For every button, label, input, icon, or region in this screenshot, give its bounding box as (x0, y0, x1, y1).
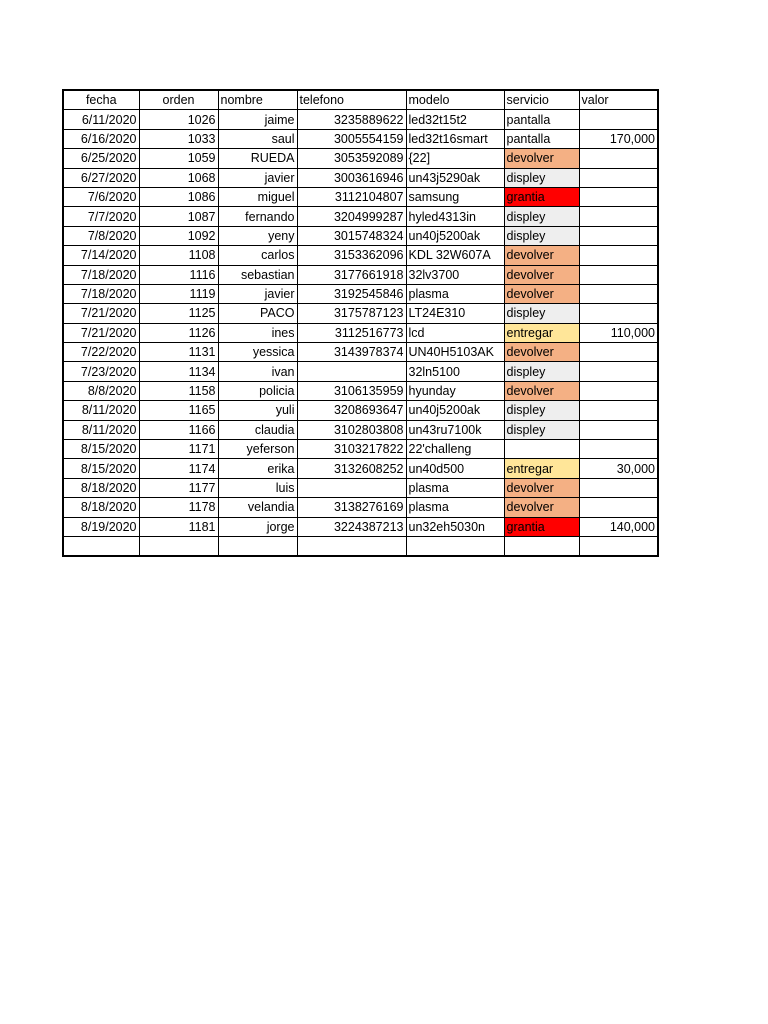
cell-fecha[interactable]: 8/15/2020 (63, 459, 139, 478)
table-row (63, 129, 658, 148)
cell-valor[interactable] (579, 187, 658, 206)
header-nombre[interactable]: nombre (218, 90, 297, 110)
cell-valor[interactable] (579, 265, 658, 284)
cell-fecha[interactable]: 8/19/2020 (63, 517, 139, 536)
header-row (63, 90, 658, 110)
cell-nombre[interactable]: RUEDA (218, 149, 297, 168)
cell-telefono[interactable]: 3138276169 (297, 498, 406, 517)
cell-modelo[interactable]: {22] (406, 149, 504, 168)
cell-modelo[interactable]: led32t15t2 (406, 110, 504, 129)
cell-modelo[interactable]: plasma (406, 284, 504, 303)
cell-orden[interactable]: 1177 (139, 478, 218, 497)
cell-orden[interactable]: 1131 (139, 343, 218, 362)
cell-nombre[interactable]: PACO (218, 304, 297, 323)
cell-orden[interactable]: 1171 (139, 440, 218, 459)
cell-servicio[interactable]: devolver (504, 246, 579, 265)
cell-nombre[interactable]: yeferson (218, 440, 297, 459)
table-row (63, 168, 658, 187)
empty-cell[interactable] (406, 536, 504, 556)
cell-orden[interactable]: 1026 (139, 110, 218, 129)
cell-telefono[interactable]: 3102803808 (297, 420, 406, 439)
cell-nombre[interactable]: sebastian (218, 265, 297, 284)
table-row (63, 517, 658, 536)
cell-orden[interactable]: 1166 (139, 420, 218, 439)
cell-modelo[interactable]: un40j5200ak (406, 401, 504, 420)
cell-fecha[interactable]: 7/21/2020 (63, 304, 139, 323)
cell-modelo[interactable]: led32t16smart (406, 129, 504, 148)
empty-cell[interactable] (504, 536, 579, 556)
header-telefono[interactable]: telefono (297, 90, 406, 110)
table-row (63, 304, 658, 323)
cell-telefono[interactable]: 3106135959 (297, 381, 406, 400)
cell-valor[interactable]: 110,000 (579, 323, 658, 342)
cell-nombre[interactable]: miguel (218, 187, 297, 206)
cell-orden[interactable]: 1116 (139, 265, 218, 284)
cell-telefono[interactable]: 3175787123 (297, 304, 406, 323)
cell-valor[interactable] (579, 226, 658, 245)
cell-servicio[interactable]: displey (504, 207, 579, 226)
empty-cell[interactable] (139, 536, 218, 556)
cell-valor[interactable] (579, 401, 658, 420)
cell-telefono[interactable]: 3003616946 (297, 168, 406, 187)
table-row (63, 284, 658, 303)
table-row (63, 187, 658, 206)
cell-fecha[interactable]: 7/23/2020 (63, 362, 139, 381)
cell-servicio[interactable]: grantia (504, 187, 579, 206)
cell-servicio[interactable]: devolver (504, 381, 579, 400)
cell-fecha[interactable]: 6/25/2020 (63, 149, 139, 168)
cell-servicio[interactable]: pantalla (504, 129, 579, 148)
empty-cell[interactable] (297, 536, 406, 556)
cell-servicio[interactable]: displey (504, 304, 579, 323)
cell-modelo[interactable]: samsung (406, 187, 504, 206)
cell-fecha[interactable]: 7/7/2020 (63, 207, 139, 226)
cell-fecha[interactable]: 6/16/2020 (63, 129, 139, 148)
cell-orden[interactable]: 1134 (139, 362, 218, 381)
cell-nombre[interactable]: yessica (218, 343, 297, 362)
table-row (63, 498, 658, 517)
cell-servicio[interactable]: displey (504, 401, 579, 420)
cell-servicio[interactable]: grantia (504, 517, 579, 536)
cell-orden[interactable]: 1158 (139, 381, 218, 400)
cell-valor[interactable] (579, 168, 658, 187)
cell-telefono[interactable]: 3112516773 (297, 323, 406, 342)
table-row (63, 362, 658, 381)
cell-modelo[interactable]: hyunday (406, 381, 504, 400)
cell-orden[interactable]: 1087 (139, 207, 218, 226)
cell-orden[interactable]: 1174 (139, 459, 218, 478)
cell-valor[interactable] (579, 284, 658, 303)
cell-modelo[interactable]: LT24E310 (406, 304, 504, 323)
cell-nombre[interactable]: velandia (218, 498, 297, 517)
cell-telefono[interactable]: 3112104807 (297, 187, 406, 206)
empty-row (63, 536, 658, 556)
cell-valor[interactable]: 140,000 (579, 517, 658, 536)
cell-telefono[interactable]: 3053592089 (297, 149, 406, 168)
cell-servicio[interactable]: displey (504, 168, 579, 187)
cell-fecha[interactable]: 8/8/2020 (63, 381, 139, 400)
cell-nombre[interactable]: policia (218, 381, 297, 400)
cell-nombre[interactable]: ines (218, 323, 297, 342)
header-modelo[interactable]: modelo (406, 90, 504, 110)
cell-modelo[interactable]: KDL 32W607A (406, 246, 504, 265)
cell-telefono[interactable]: 3235889622 (297, 110, 406, 129)
cell-orden[interactable]: 1119 (139, 284, 218, 303)
table-row (63, 226, 658, 245)
cell-valor[interactable] (579, 343, 658, 362)
cell-orden[interactable]: 1125 (139, 304, 218, 323)
cell-servicio[interactable]: entregar (504, 323, 579, 342)
cell-fecha[interactable]: 8/11/2020 (63, 401, 139, 420)
cell-nombre[interactable]: javier (218, 168, 297, 187)
cell-valor[interactable] (579, 420, 658, 439)
cell-fecha[interactable]: 7/6/2020 (63, 187, 139, 206)
table-row (63, 420, 658, 439)
table-row (63, 343, 658, 362)
empty-cell[interactable] (218, 536, 297, 556)
empty-cell[interactable] (579, 536, 658, 556)
cell-servicio[interactable]: pantalla (504, 110, 579, 129)
table-row (63, 207, 658, 226)
cell-modelo[interactable]: un40d500 (406, 459, 504, 478)
cell-fecha[interactable]: 8/18/2020 (63, 478, 139, 497)
cell-modelo[interactable]: un43j5290ak (406, 168, 504, 187)
cell-servicio[interactable]: devolver (504, 265, 579, 284)
cell-telefono[interactable]: 3005554159 (297, 129, 406, 148)
cell-servicio[interactable] (504, 440, 579, 459)
cell-valor[interactable]: 170,000 (579, 129, 658, 148)
cell-nombre[interactable]: yeny (218, 226, 297, 245)
cell-valor[interactable] (579, 304, 658, 323)
cell-nombre[interactable]: luis (218, 478, 297, 497)
table-row (63, 459, 658, 478)
cell-telefono[interactable]: 3132608252 (297, 459, 406, 478)
cell-orden[interactable]: 1181 (139, 517, 218, 536)
cell-fecha[interactable]: 7/14/2020 (63, 246, 139, 265)
cell-telefono[interactable]: 3192545846 (297, 284, 406, 303)
cell-telefono[interactable]: 3204999287 (297, 207, 406, 226)
cell-nombre[interactable]: claudia (218, 420, 297, 439)
cell-orden[interactable]: 1092 (139, 226, 218, 245)
table-body (63, 90, 658, 556)
cell-modelo[interactable]: hyled4313in (406, 207, 504, 226)
table-row (63, 246, 658, 265)
cell-fecha[interactable]: 8/15/2020 (63, 440, 139, 459)
cell-servicio[interactable]: entregar (504, 459, 579, 478)
cell-modelo[interactable]: plasma (406, 478, 504, 497)
cell-nombre[interactable]: javier (218, 284, 297, 303)
cell-telefono[interactable]: 3208693647 (297, 401, 406, 420)
cell-fecha[interactable]: 6/11/2020 (63, 110, 139, 129)
cell-valor[interactable] (579, 362, 658, 381)
cell-nombre[interactable]: yuli (218, 401, 297, 420)
cell-fecha[interactable]: 7/18/2020 (63, 284, 139, 303)
cell-modelo[interactable]: 32lv3700 (406, 265, 504, 284)
empty-cell[interactable] (63, 536, 139, 556)
cell-telefono[interactable] (297, 478, 406, 497)
cell-modelo[interactable]: lcd (406, 323, 504, 342)
table-row (63, 381, 658, 400)
cell-orden[interactable]: 1033 (139, 129, 218, 148)
cell-orden[interactable]: 1178 (139, 498, 218, 517)
cell-nombre[interactable]: jorge (218, 517, 297, 536)
header-fecha[interactable]: fecha (63, 90, 139, 110)
cell-valor[interactable] (579, 440, 658, 459)
cell-telefono[interactable]: 3015748324 (297, 226, 406, 245)
cell-valor[interactable] (579, 381, 658, 400)
cell-modelo[interactable]: 22'challeng (406, 440, 504, 459)
cell-orden[interactable]: 1165 (139, 401, 218, 420)
cell-orden[interactable]: 1108 (139, 246, 218, 265)
cell-telefono[interactable]: 3224387213 (297, 517, 406, 536)
cell-fecha[interactable]: 6/27/2020 (63, 168, 139, 187)
cell-valor[interactable] (579, 498, 658, 517)
cell-orden[interactable]: 1086 (139, 187, 218, 206)
cell-telefono[interactable]: 3143978374 (297, 343, 406, 362)
cell-nombre[interactable]: jaime (218, 110, 297, 129)
table-row (63, 110, 658, 129)
table-row (63, 149, 658, 168)
cell-orden[interactable]: 1126 (139, 323, 218, 342)
cell-telefono[interactable] (297, 362, 406, 381)
cell-modelo[interactable]: un40j5200ak (406, 226, 504, 245)
cell-telefono[interactable]: 3177661918 (297, 265, 406, 284)
table-row (63, 323, 658, 342)
spreadsheet (62, 89, 659, 557)
table-row (63, 401, 658, 420)
cell-servicio[interactable]: devolver (504, 478, 579, 497)
table-row (63, 478, 658, 497)
cell-telefono[interactable]: 3153362096 (297, 246, 406, 265)
cell-valor[interactable] (579, 149, 658, 168)
cell-fecha[interactable]: 7/18/2020 (63, 265, 139, 284)
orders-table (62, 89, 659, 557)
cell-fecha[interactable]: 7/22/2020 (63, 343, 139, 362)
cell-orden[interactable]: 1059 (139, 149, 218, 168)
cell-valor[interactable] (579, 110, 658, 129)
cell-nombre[interactable]: erika (218, 459, 297, 478)
cell-valor[interactable] (579, 478, 658, 497)
header-orden[interactable]: orden (139, 90, 218, 110)
header-valor[interactable]: valor (579, 90, 658, 110)
cell-servicio[interactable]: devolver (504, 149, 579, 168)
cell-nombre[interactable]: saul (218, 129, 297, 148)
cell-fecha[interactable]: 8/18/2020 (63, 498, 139, 517)
cell-valor[interactable]: 30,000 (579, 459, 658, 478)
cell-orden[interactable]: 1068 (139, 168, 218, 187)
cell-telefono[interactable]: 3103217822 (297, 440, 406, 459)
cell-servicio[interactable]: displey (504, 362, 579, 381)
cell-fecha[interactable]: 7/21/2020 (63, 323, 139, 342)
cell-modelo[interactable]: UN40H5103AK (406, 343, 504, 362)
cell-valor[interactable] (579, 207, 658, 226)
cell-nombre[interactable]: carlos (218, 246, 297, 265)
cell-servicio[interactable]: displey (504, 226, 579, 245)
cell-servicio[interactable]: displey (504, 420, 579, 439)
cell-servicio[interactable]: devolver (504, 343, 579, 362)
cell-valor[interactable] (579, 246, 658, 265)
cell-servicio[interactable]: devolver (504, 498, 579, 517)
cell-modelo[interactable]: un43ru7100k (406, 420, 504, 439)
cell-nombre[interactable]: fernando (218, 207, 297, 226)
table-row (63, 265, 658, 284)
cell-servicio[interactable]: devolver (504, 284, 579, 303)
cell-modelo[interactable]: plasma (406, 498, 504, 517)
cell-modelo[interactable]: 32ln5100 (406, 362, 504, 381)
header-servicio[interactable]: servicio (504, 90, 579, 110)
cell-nombre[interactable]: ivan (218, 362, 297, 381)
table-row (63, 440, 658, 459)
cell-fecha[interactable]: 7/8/2020 (63, 226, 139, 245)
cell-fecha[interactable]: 8/11/2020 (63, 420, 139, 439)
cell-modelo[interactable]: un32eh5030n (406, 517, 504, 536)
